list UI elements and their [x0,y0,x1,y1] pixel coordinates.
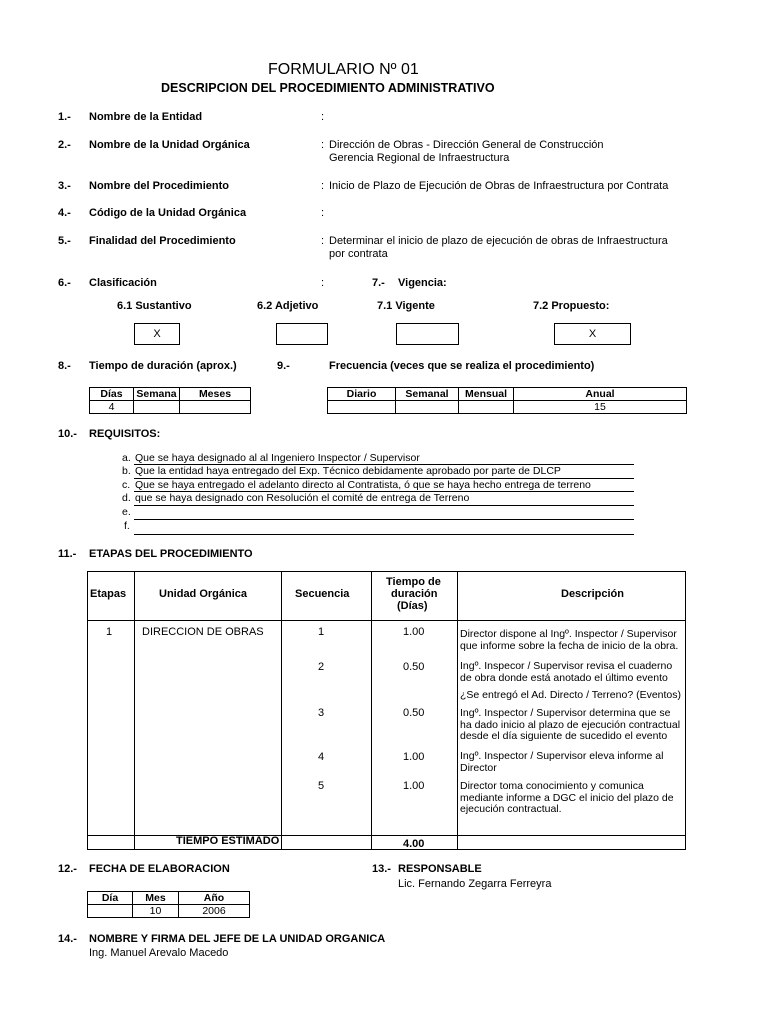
tiempo-header-dias: Días [90,388,134,401]
field-number: 5.- [58,235,71,247]
field-value: Inicio de Plazo de Ejecución de Obras de Infraestructura por Contrata [329,180,669,192]
vigencia-label: Vigencia: [398,277,447,289]
tiempo-estimado-value: 4.00 [403,838,425,850]
frecuencia-number: 9.- [277,360,290,372]
row-5-descripcion: Director toma conocimiento y comunica mediante informe a DGC el inicio del plazo de ejecución contractual. [460,780,674,815]
etapas-header-dias: (Días) [397,600,428,612]
frecuencia-header-diario: Diario [328,388,396,401]
propuesto-checkbox[interactable]: X [554,323,631,345]
field-colon: : [321,235,325,247]
clasificacion-label: Clasificación [89,277,157,289]
row-4-descripcion: Ingº. Inspector / Supervisor eleva informe al Director [460,750,664,774]
row-5-secuencia: 5 [318,780,325,792]
vigente-checkbox[interactable] [396,323,459,345]
field-value-line2: por contrata [329,248,388,260]
fecha-number: 12.- [58,863,77,875]
option-sustantivo-label: 6.1 Sustantivo [117,300,192,312]
tiempo-header-meses: Meses [180,388,251,401]
row-2-tiempo: 0.50 [403,661,425,673]
responsable-name: Lic. Fernando Zegarra Ferreyra [398,878,552,890]
field-number: 3.- [58,180,71,192]
etapas-header-duracion: duración [391,588,438,600]
row-2-descripcion: Ingº. Inspecor / Supervisor revisa el cuaderno de obra donde está anotado el último evento [460,660,673,684]
column-divider [457,571,458,850]
responsable-label: RESPONSABLE [398,863,482,875]
frecuencia-header-mensual: Mensual [459,388,514,401]
field-number: 4.- [58,207,71,219]
etapas-header-tiempo: Tiempo de [386,576,441,588]
tiempo-header-semana: Semana [134,388,180,401]
jefe-number: 14.- [58,933,77,945]
column-divider [281,571,282,850]
responsable-number: 13.- [372,863,391,875]
row-5-tiempo: 1.00 [403,780,425,792]
fecha-mes-value[interactable]: 10 [133,905,179,918]
requisito-letter-e: e. [122,506,131,518]
fecha-header-dia: Día [88,892,133,905]
field-colon: : [321,207,325,219]
field-label: Nombre de la Unidad Orgánica [89,139,250,151]
field-colon: : [321,111,325,123]
jefe-name: Ing. Manuel Arevalo Macedo [89,947,229,959]
fecha-label: FECHA DE ELABORACION [89,863,230,875]
row-event-descripcion: ¿Se entregó el Ad. Directo / Terreno? (Eventos) [460,689,682,701]
field-colon: : [321,139,325,151]
frecuencia-diario-value[interactable] [328,401,396,414]
option-adjetivo-label: 6.2 Adjetivo [257,300,319,312]
etapa-number: 1 [106,626,113,638]
option-vigente-label: 7.1 Vigente [377,300,435,312]
fecha-header-mes: Mes [133,892,179,905]
fecha-ano-value[interactable]: 2006 [179,905,250,918]
field-value: Dirección de Obras - Dirección General de Construcción [329,139,604,151]
tiempo-table [89,387,251,414]
row-4-tiempo: 1.00 [403,751,425,763]
header-divider [87,620,686,621]
requisito-text-d: que se haya designado con Resolución el comité de entrega de Terreno [135,492,470,504]
field-colon: : [321,180,325,192]
requisito-letter-b: b. [122,465,131,477]
requisito-underline [134,519,634,520]
option-propuesto-label: 7.2 Propuesto: [533,300,610,312]
tiempo-label: Tiempo de duración (aprox.) [89,360,237,372]
requisito-text-a: Que se haya designado al al Ingeniero Inspector / Supervisor [135,452,420,464]
requisito-underline [134,534,634,535]
requisito-letter-f: f. [124,520,130,532]
row-2-secuencia: 2 [318,661,325,673]
requisito-underline [134,491,634,492]
adjetivo-checkbox[interactable] [276,323,328,345]
field-label: Código de la Unidad Orgánica [89,207,247,219]
etapas-header-etapas: Etapas [90,588,127,600]
field-label: Finalidad del Procedimiento [89,235,236,247]
tiempo-semana-value[interactable] [134,401,180,414]
tiempo-estimado-label: TIEMPO ESTIMADO [176,835,280,847]
tiempo-number: 8.- [58,360,71,372]
row-1-descripcion: Director dispone al Ingº. Inspector / Supervisor que informe sobre la fecha de inicio de la obra. [460,628,679,652]
tiempo-meses-value[interactable] [180,401,251,414]
field-number: 1.- [58,111,71,123]
etapas-header-descripcion: Descripción [561,588,624,600]
row-3-tiempo: 0.50 [403,707,425,719]
requisito-text-c: Que se haya entregado el adelanto directo al Contratista, ó que se haya hecho entrega de terreno [135,479,591,491]
frecuencia-label: Frecuencia (veces que se realiza el procedimiento) [329,360,595,372]
row-3-descripcion: Ingº. Inspector / Supervisor determina que se ha dado inicio al plazo de ejecución contractual desde el día siguiente de sucedido el evento [460,707,681,742]
row-4-secuencia: 4 [318,751,325,763]
etapas-number: 11.- [58,548,77,560]
etapas-header-secuencia: Secuencia [295,588,350,600]
requisito-letter-a: a. [122,452,131,464]
form-title: FORMULARIO Nº 01 [268,61,419,78]
requisito-letter-d: d. [122,492,131,504]
frecuencia-table [327,387,687,414]
frecuencia-mensual-value[interactable] [459,401,514,414]
form-subtitle: DESCRIPCION DEL PROCEDIMIENTO ADMINISTRATIVO [161,81,495,95]
etapas-label: ETAPAS DEL PROCEDIMIENTO [89,548,253,560]
frecuencia-header-anual: Anual [514,388,687,401]
frecuencia-anual-value[interactable]: 15 [514,401,687,414]
requisitos-label: REQUISITOS: [89,428,161,440]
field-label: Nombre del Procedimiento [89,180,229,192]
sustantivo-checkbox[interactable]: X [134,323,180,345]
unidad-organica: DIRECCION DE OBRAS [142,626,264,638]
fecha-header-ano: Año [179,892,250,905]
requisito-underline [134,505,634,506]
field-value-line2: Gerencia Regional de Infraestructura [329,152,510,164]
column-divider [371,571,372,850]
field-number: 2.- [58,139,71,151]
jefe-label: NOMBRE Y FIRMA DEL JEFE DE LA UNIDAD ORGANICA [89,933,386,945]
frecuencia-header-semanal: Semanal [396,388,459,401]
fecha-dia-value[interactable] [88,905,133,918]
requisitos-number: 10.- [58,428,77,440]
clasificacion-number: 6.- [58,277,71,289]
requisito-text-b: Que la entidad haya entregado del Exp. Técnico debidamente aprobado por parte de DLCP [135,465,561,477]
frecuencia-semanal-value[interactable] [396,401,459,414]
etapas-header-unidad: Unidad Orgánica [159,588,248,600]
clasificacion-colon: : [321,277,325,289]
requisito-underline [134,478,634,479]
vigencia-number: 7.- [372,277,385,289]
tiempo-dias-value[interactable]: 4 [90,401,134,414]
field-value: Determinar el inicio de plazo de ejecución de obras de Infraestructura [329,235,668,247]
field-label: Nombre de la Entidad [89,111,203,123]
fecha-table [87,891,250,918]
requisito-underline [134,464,634,465]
requisito-letter-c: c. [122,479,131,491]
column-divider [134,571,135,850]
row-1-tiempo: 1.00 [403,626,425,638]
row-3-secuencia: 3 [318,707,325,719]
row-1-secuencia: 1 [318,626,325,638]
